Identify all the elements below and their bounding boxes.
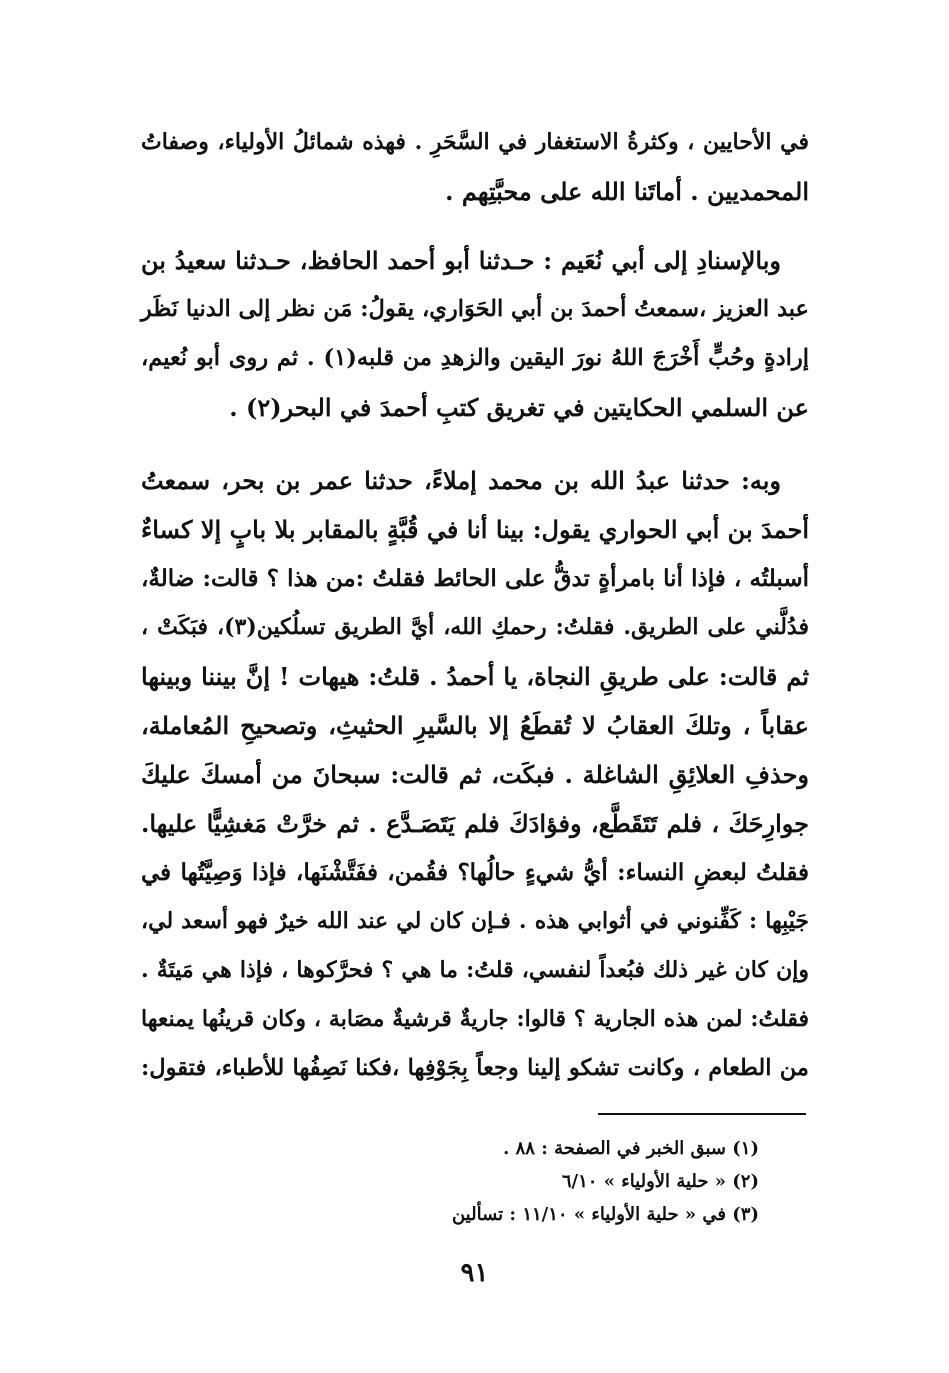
text-line: في الأحايين ، وكثرةُ الاستغفار في السَّحَرِ . فهذه شمائلُ الأولياء، وصفاتُ — [141, 129, 809, 155]
text-line: وبه: حدثنا عبدُ الله بن محمد إملاءً، حدثنا عمر بن بحر، سمعتُ — [141, 466, 781, 495]
text-line: إرادةٍ وحُبٍّ أَخْرَجَ اللهُ نورَ اليقين والزهدِ من قلبه(١) . ثم روى أبو نُعيم، — [141, 345, 809, 371]
text-line: عبد العزيز ،سمعتُ أحمدَ بن أبي الحَوَاري، يقولُ: مَن نظر إلى الدنيا نَظَر — [140, 296, 809, 322]
text-line: أسبلتُه ، فإذا أنا بامرأةٍ تدقُّ على الحائط فقلتُ :من هذا ؟ قالت: ضالةٌ، — [141, 565, 809, 592]
footnote-3: (٣) في « حلية الأولياء » ١١/١٠ : تسألين — [451, 1204, 759, 1225]
page-number: ٩١ — [460, 1258, 489, 1288]
text-line: وإن كان غير ذلك فبُعداً لنفسي، قلتُ: ما هي ؟ فحرَّكوها ، فإذا هي مَيتَةٌ . — [141, 957, 809, 983]
text-line: فقلتُ: لمن هذه الجارية ؟ قالوا: جاريةٌ قرشيةٌ مصَابة ، وكان قرينُها يمنعها — [141, 1006, 809, 1032]
footnotes — [452, 1132, 759, 1231]
footnote-divider — [598, 1113, 806, 1115]
text-line: عن السلمي الحكايتين في تغريق كتبِ أحمدَ في البحر(٢) . — [229, 393, 809, 422]
text-line: أحمدَ بن أبي الحواري يقول: بينا أنا في قُبَّةٍ بالمقابر بلا بابٍ إلا كساءٌ — [141, 515, 809, 544]
text-line: وبالإسنادِ إلى أبي نُعَيم : حـدثنا أبو أحمد الحافظ، حـدثنا سعيدُ بن — [141, 246, 781, 275]
text-line: فدُلَّني على الطريق. فقلتُ: رحمكِ الله، أيَّ الطريق تسلُكين(٣)، فبَكَتْ ، — [141, 614, 809, 640]
text-line: عقاباً ، وتلكَ العقابُ لا تُقطَعُ إلا بالسَّيرِ الحثيثِ، وتصحيحِ المُعاملة، — [141, 711, 809, 740]
text-line: فقلتُ لبعضِ النساء: أيُّ شيءٍ حالُها؟ فقُمن، ففَتَّشْنَها، فإذا وَصِيَّتُها في — [141, 859, 809, 886]
text-line: من الطعام ، وكانت تشكو إلينا وجعاً بِجَوْفِها ،فكنا نَصِفُها للأطباء، فتقول: — [141, 1055, 809, 1081]
paragraph-2 — [141, 236, 809, 432]
paragraph-3 — [141, 456, 809, 1093]
text-line: جَيْبِها : كَفِّنوني في أثوابي هذه . فـإن كان لي عند الله خيرٌ فهو أسعد لي، — [141, 908, 809, 934]
paragraph-1 — [141, 118, 809, 216]
footnote-1: (١) سبق الخبر في الصفحة : ٨٨ . — [503, 1138, 759, 1159]
text-line: المحمديين . أماتَنا الله على محبَّتِهم . — [445, 177, 809, 206]
text-line: وحذفِ العلائِقِ الشاغلة . فبكَت، ثم قالت: سبحانَ من أمسكَ عليكَ — [141, 760, 809, 789]
text-line: جوارِحَكَ ، فلم تَتَقَطَّع، وفؤادَكَ فلم يَتَصَـدَّع . ثم خرَّتْ مَغشِيًّا عليها. — [141, 809, 809, 838]
footnote-2: (٢) « حلية الأولياء » ٦/١٠ — [561, 1171, 759, 1192]
text-line: ثم قالت: على طريقِ النجاة، يا أحمدُ . قلتُ: هيهات ! إنَّ بيننا وبينها — [141, 662, 809, 691]
